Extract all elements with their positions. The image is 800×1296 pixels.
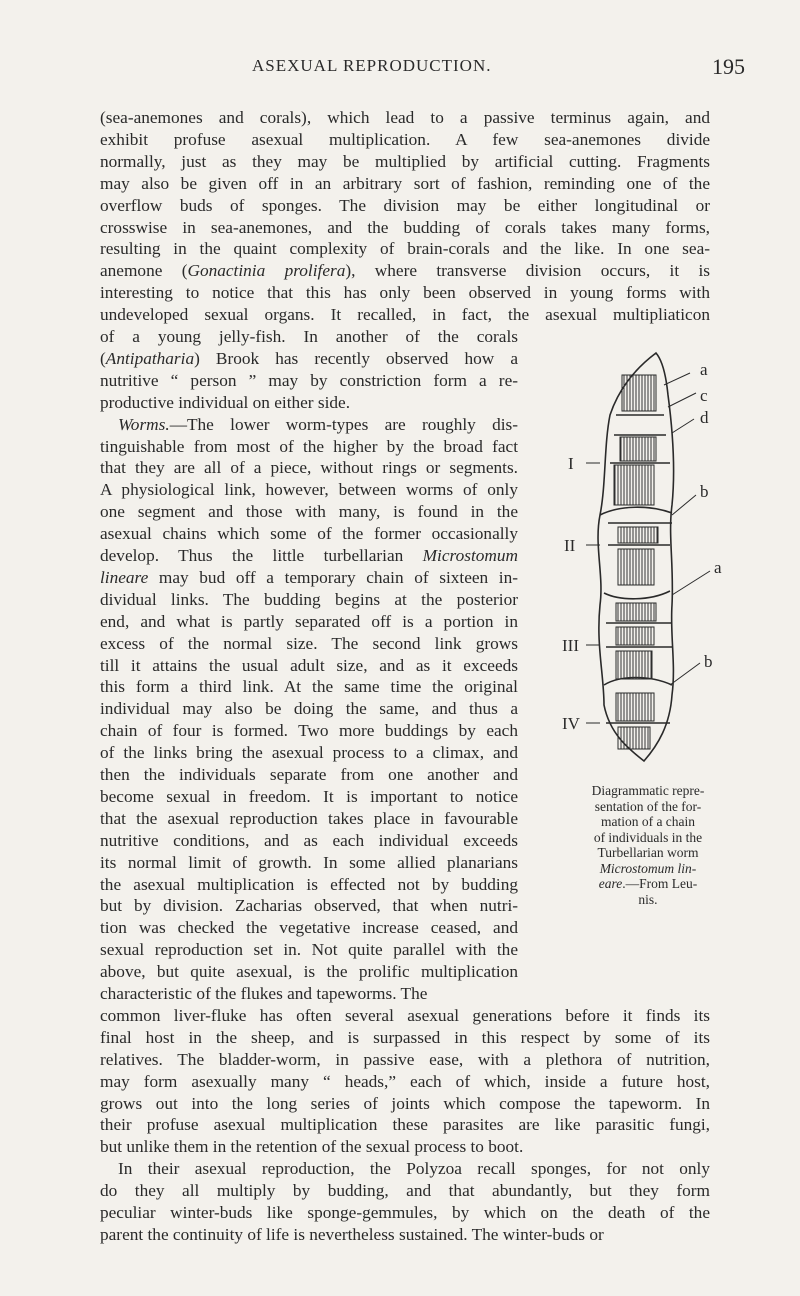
letter-label-a1: a: [700, 360, 708, 379]
text-line: sexual reproduction set in. Not quite parallel with the: [100, 940, 518, 960]
text-line: one segment and those with many, is found in the: [100, 502, 518, 522]
text-line: asexual chains which some of the former occasionally: [100, 524, 518, 544]
caption-line-source: [556, 876, 740, 892]
text-line: may also be given off in an arbitrary sort of fashion, reminding one of the: [100, 173, 710, 193]
italic-term: Microstomum: [422, 546, 518, 565]
text-line: [100, 567, 518, 589]
text-line: chain of four is formed. Two more buddings by each: [100, 721, 518, 741]
text-line: become sexual in freedom. It is important to notice: [100, 786, 518, 806]
caption-line-italic: [556, 861, 740, 877]
figure-caption: [556, 783, 740, 907]
microstomum-diagram: [560, 345, 740, 775]
running-title: ASEXUAL REPRODUCTION.: [252, 56, 492, 75]
text-line: this form a third link. At the same time the original: [100, 677, 518, 697]
text-line: then the individuals separate from one another and: [100, 765, 518, 784]
text-line: [100, 260, 710, 282]
text-line: their profuse asexual multiplication these parasites are like parasitic fungi,: [100, 1115, 710, 1135]
text-line: In their asexual reproduction, the Polyzoa recall sponges, for not only: [118, 1159, 710, 1179]
text-line: common liver-fluke has often several asexual generations before it finds its: [100, 1005, 710, 1025]
text-line: [100, 348, 518, 370]
text-line: resulting in the quaint complexity of brain-corals and the like. In one sea-: [100, 239, 710, 259]
roman-label-3: III: [562, 636, 579, 655]
text-line: [100, 545, 518, 567]
text-line: nutritive “ person ” may by constriction form a re-: [100, 370, 518, 390]
text-line: grows out into the long series of joints which compose the tapeworm. In: [100, 1093, 710, 1113]
caption-line: nis.: [638, 891, 658, 907]
text-line: final host in the sheep, and is surpassed in this respect by some of its: [100, 1027, 710, 1047]
text-line: but by division. Zacharias observed, that when nutri-: [100, 896, 518, 916]
text-line: that the asexual reproduction takes place in favourable: [100, 808, 518, 828]
text-line: of the links bring the asexual process to a climax, and: [100, 743, 518, 763]
text-span: (: [100, 348, 106, 368]
text-line: till it attains the usual adult size, and as it exceeds: [100, 655, 518, 675]
letter-label-b1: b: [700, 482, 709, 501]
caption-line: mation of a chain: [600, 814, 696, 829]
caption-source: .—From Leu-: [622, 876, 698, 891]
text-span: ), where transverse division occurs, it is: [345, 261, 710, 281]
caption-line: of individuals in the: [593, 829, 703, 845]
caption-species-end: eare: [598, 876, 623, 891]
text-line: of a young jelly-fish. In another of the corals: [100, 327, 518, 346]
text-line: A physiological link, however, between worms of only: [100, 480, 518, 500]
caption-line: Diagrammatic repre-: [591, 783, 705, 798]
text-line: dividual links. The budding begins at the posterior: [100, 589, 518, 609]
letter-label-a2: a: [714, 558, 722, 577]
italic-term: Gonactinia prolifera: [187, 261, 346, 281]
text-span: develop. Thus the little turbellarian: [100, 546, 423, 565]
text-line: excess of the normal size. The second link grows: [100, 633, 518, 653]
roman-label-1: I: [568, 454, 574, 473]
text-line: normally, just as they may be multiplied by artificial cutting. Fragments: [100, 151, 710, 171]
text-span: anemone (: [100, 261, 188, 281]
text-line: the asexual multiplication is effected not by budding: [100, 874, 518, 894]
caption-line: sentation of the for-: [594, 798, 702, 814]
text-span: —The lower worm-types are roughly dis-: [169, 414, 518, 434]
roman-label-2: II: [564, 536, 576, 555]
text-line: tinguishable from most of the higher by the broad fact: [100, 436, 518, 456]
roman-label-4: IV: [562, 714, 580, 733]
text-line: relatives. The bladder-worm, in passive ease, with a plethora of nutrition,: [100, 1049, 710, 1069]
text-line: interesting to notice that this has only been observed in young forms with: [100, 283, 710, 303]
italic-term: Antipatharia: [105, 348, 195, 368]
text-line: productive individual on either side.: [100, 392, 351, 412]
letter-label-b2: b: [704, 652, 713, 671]
text-span: ) Brook has recently observed how a: [194, 348, 518, 368]
caption-species: Microstomum lin-: [599, 860, 697, 876]
text-line: nutritive conditions, and as each individual exceeds: [100, 830, 518, 850]
text-span: may bud off a temporary chain of sixteen in-: [148, 567, 518, 587]
text-line: parent the continuity of life is nevertheless sustained. The winter-buds or: [100, 1224, 604, 1244]
text-line: [100, 414, 518, 436]
text-line: exhibit profuse asexual multiplication. A few sea-anemones divide: [100, 129, 710, 149]
text-line: that they are all of a piece, without rings or segments.: [100, 458, 518, 478]
text-line: peculiar winter-buds like sponge-gemmules, by which on the death of the: [100, 1203, 710, 1222]
page-number: 195: [712, 54, 745, 79]
text-line: but unlike them in the retention of the sexual process to boot.: [100, 1137, 524, 1157]
text-line: end, and what is partly separated off is a portion in: [100, 611, 518, 631]
text-line: tion was checked the vegetative increase ceased, and: [100, 918, 518, 938]
italic-term: Worms.: [118, 414, 170, 434]
letter-label-c: c: [700, 386, 708, 405]
text-line: crosswise in sea-anemones, and the budding of corals takes many forms,: [100, 217, 710, 237]
italic-term: lineare: [100, 567, 149, 587]
text-line: individual may also be doing the same, and thus a: [100, 699, 518, 719]
text-line: (sea-anemones and corals), which lead to a passive terminus again, and: [100, 108, 710, 127]
text-line: do they all multiply by budding, and that abundantly, but they form: [100, 1181, 710, 1201]
caption-line: Turbellarian worm: [597, 845, 699, 860]
text-line: undeveloped sexual organs. It recalled, in fact, the asexual multipliaticon: [100, 305, 710, 325]
letter-label-d: d: [700, 408, 709, 427]
text-line: overflow buds of sponges. The division may be either longitudinal or: [100, 195, 710, 215]
text-line: may form asexually many “ heads,” each of which, inside a future host,: [100, 1071, 710, 1091]
text-line: above, but quite asexual, is the prolific multiplication: [100, 962, 518, 982]
text-line: characteristic of the flukes and tapeworms. The: [100, 984, 428, 1003]
text-line: its normal limit of growth. In some allied planarians: [100, 852, 518, 872]
